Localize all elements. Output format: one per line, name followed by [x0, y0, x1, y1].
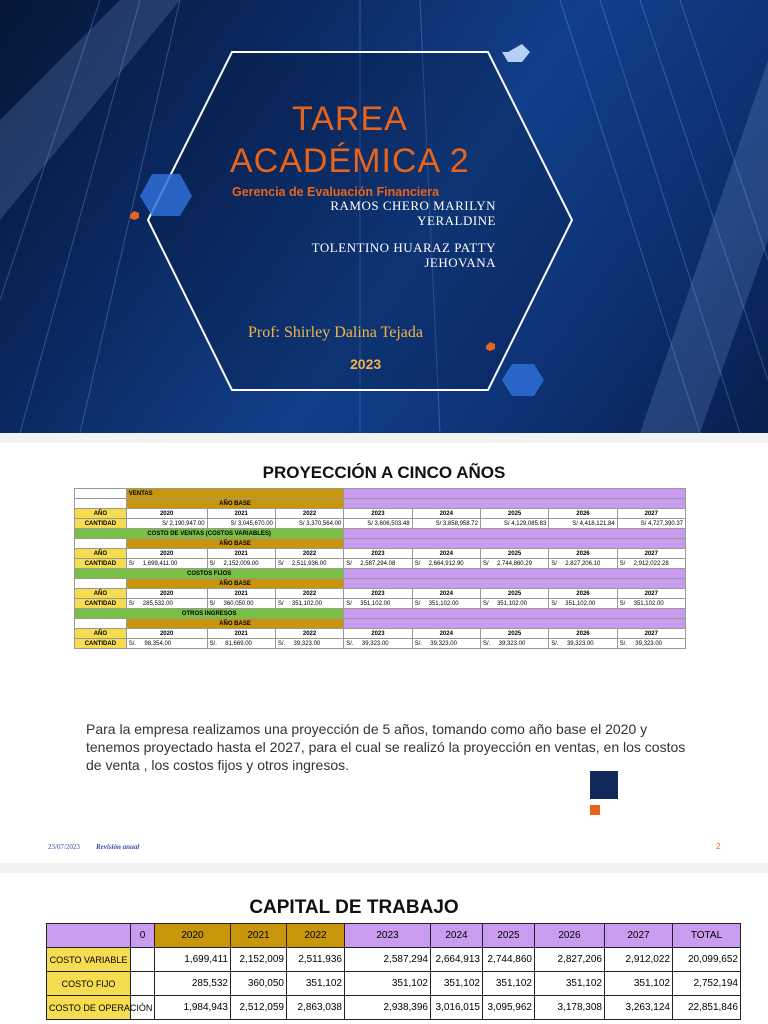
year-header: 2020 — [126, 629, 207, 639]
small-hexagon-decoration — [502, 44, 530, 62]
quantity-value: S/ 351,102.00 — [344, 599, 412, 609]
capital-value: 351,102 — [431, 972, 483, 996]
capital-value: 20,099,652 — [673, 948, 741, 972]
block-label: COSTOS FIJOS — [75, 569, 344, 579]
slide-gap — [0, 433, 768, 443]
year-header: 2023 — [344, 589, 412, 599]
capital-header-cell: 2025 — [483, 924, 535, 948]
year-label: AÑO — [75, 549, 127, 559]
capital-value: 3,263,124 — [605, 996, 673, 1020]
quantity-value: S/ 351,102.00 — [480, 599, 548, 609]
quantity-value: S/ 2,664,912.90 — [412, 559, 480, 569]
base-year-row — [75, 499, 686, 509]
capital-value: 1,699,411 — [155, 948, 231, 972]
quantity-value: S/ 285,532.00 — [126, 599, 207, 609]
page-number: 2 — [716, 842, 721, 851]
year-label: AÑO — [75, 509, 127, 519]
capital-value: 2,664,913 — [431, 948, 483, 972]
capital-value: 2,511,936 — [287, 948, 345, 972]
capital-header-cell: 2027 — [605, 924, 673, 948]
table-cell — [75, 619, 127, 629]
capital-header-cell: 2023 — [345, 924, 431, 948]
capital-value: 3,095,962 — [483, 996, 535, 1020]
capital-value: 2,512,059 — [231, 996, 287, 1020]
table-cell — [344, 579, 686, 589]
year-header: 2027 — [617, 509, 685, 519]
quantity-value: S/ 2,152,009.00 — [207, 559, 275, 569]
block-label-row — [75, 489, 686, 499]
quantity-value: S/ 2,744,860.29 — [480, 559, 548, 569]
year-header: 2023 — [344, 549, 412, 559]
quantity-value: S/ 4,129,085.83 — [480, 519, 548, 529]
quantity-value: S/ 3,858,958.72 — [412, 519, 480, 529]
quantity-value: S/. 39,323.00 — [275, 639, 343, 649]
year-header: 2020 — [126, 589, 207, 599]
quantity-value: S/ 2,190,947.00 — [126, 519, 207, 529]
capital-value: 2,938,396 — [345, 996, 431, 1020]
quantity-value: S/ 351,102.00 — [275, 599, 343, 609]
professor-name: Prof: Shirley Dalina Tejada — [248, 324, 423, 341]
year-header: 2027 — [617, 589, 685, 599]
year-header: 2027 — [617, 549, 685, 559]
base-year-row — [75, 579, 686, 589]
capital-value: 2,827,206 — [535, 948, 605, 972]
description-paragraph: Para la empresa realizamos una proyección de 5 años, tomando como año base el 2020 y tenemos proyectado hasta el 2027, para el cual se realizó la proyección en ventas, en los costos de venta , los costos fijos y otros ingresos. — [86, 721, 686, 773]
year-header: 2022 — [275, 589, 343, 599]
quantity-value: S/ 3,045,670.00 — [207, 519, 275, 529]
quantity-value: S/ 3,606,503.48 — [344, 519, 412, 529]
capital-header-cell: 2020 — [155, 924, 231, 948]
author-2: TOLENTINO HUARAZ PATTY JEHOVANA — [311, 240, 496, 270]
quantity-value: S/. 39,323.00 — [549, 639, 617, 649]
year-header: 2024 — [412, 549, 480, 559]
capital-row — [47, 972, 741, 996]
year-header: 2027 — [617, 629, 685, 639]
table-cell — [344, 539, 686, 549]
quantity-row — [75, 639, 686, 649]
year-header: 2022 — [275, 629, 343, 639]
capital-value: 2,744,860 — [483, 948, 535, 972]
year-header: 2023 — [344, 629, 412, 639]
quantity-value: S/ 2,827,206.10 — [549, 559, 617, 569]
title-slide — [0, 0, 768, 433]
block-label: COSTO DE VENTAS (COSTOS VARIABLES) — [75, 529, 344, 539]
quantity-label: CANTIDAD — [75, 559, 127, 569]
quantity-value: S/. 98,354.00 — [126, 639, 207, 649]
slide-gap — [0, 863, 768, 873]
orange-square-decoration — [590, 805, 600, 815]
quantity-row — [75, 559, 686, 569]
year-header: 2025 — [480, 629, 548, 639]
subtitle: Gerencia de Evaluación Financiera — [232, 185, 440, 199]
capital-value: 351,102 — [345, 972, 431, 996]
capital-value: 285,532 — [155, 972, 231, 996]
capital-row-label: COSTO FIJO — [47, 972, 131, 996]
base-year-label: AÑO BASE — [126, 579, 343, 589]
capital-header-cell — [47, 924, 131, 948]
table-cell — [75, 499, 127, 509]
year-row — [75, 589, 686, 599]
year-header: 2020 — [126, 549, 207, 559]
table-cell — [344, 499, 686, 509]
quantity-value: S/. 39,323.00 — [480, 639, 548, 649]
year-header: 2026 — [549, 549, 617, 559]
capital-row — [47, 996, 741, 1020]
quantity-value: S/ 3,370,564.00 — [275, 519, 343, 529]
year-header: 2020 — [126, 509, 207, 519]
capital-header-cell: 0 — [131, 924, 155, 948]
title-line-1: TAREA — [292, 100, 408, 138]
capital-value — [131, 972, 155, 996]
capital-value: 22,851,846 — [673, 996, 741, 1020]
capital-header-row — [47, 924, 741, 948]
projection-table — [74, 488, 686, 649]
year-header: 2026 — [549, 509, 617, 519]
quantity-row — [75, 519, 686, 529]
block-label: OTROS INGRESOS — [75, 609, 344, 619]
base-year-label: AÑO BASE — [126, 499, 343, 509]
table-cell — [75, 579, 127, 589]
year-header: 2026 — [549, 629, 617, 639]
quantity-value: S/ 351,102.00 — [412, 599, 480, 609]
quantity-label: CANTIDAD — [75, 599, 127, 609]
capital-value: 2,752,194 — [673, 972, 741, 996]
quantity-label: CANTIDAD — [75, 639, 127, 649]
year-header: 2026 — [549, 589, 617, 599]
base-year-row — [75, 619, 686, 629]
block-label: VENTAS — [126, 489, 343, 499]
capital-value: 2,587,294 — [345, 948, 431, 972]
table-cell — [344, 569, 686, 579]
projection-slide — [0, 443, 768, 863]
capital-value: 351,102 — [287, 972, 345, 996]
capital-value: 360,050 — [231, 972, 287, 996]
capital-header-cell: 2024 — [431, 924, 483, 948]
table-cell — [344, 619, 686, 629]
table-cell — [344, 489, 686, 499]
capital-value: 2,863,038 — [287, 996, 345, 1020]
table-cell — [344, 609, 686, 619]
year-header: 2025 — [480, 589, 548, 599]
quantity-value: S/. 81,669.00 — [207, 639, 275, 649]
quantity-value: S/. 39,323.00 — [412, 639, 480, 649]
year-header: 2022 — [275, 509, 343, 519]
quantity-value: S/ 4,727,390.37 — [617, 519, 685, 529]
year-header: 2022 — [275, 549, 343, 559]
base-year-row — [75, 539, 686, 549]
title-line-2: ACADÉMICA 2 — [230, 142, 470, 180]
table-cell — [75, 489, 127, 499]
year-label: AÑO — [75, 589, 127, 599]
small-hexagon-decoration — [502, 364, 544, 396]
year-header: 2025 — [480, 509, 548, 519]
quantity-value: S/ 351,102.00 — [617, 599, 685, 609]
year-row — [75, 549, 686, 559]
year-header: 2021 — [207, 629, 275, 639]
quantity-value: S/ 2,912,022.28 — [617, 559, 685, 569]
capital-row-label: COSTO VARIABLE — [47, 948, 131, 972]
quantity-value: S/. 39,323.00 — [617, 639, 685, 649]
quantity-value: S/. 39,323.00 — [344, 639, 412, 649]
base-year-label: AÑO BASE — [126, 619, 343, 629]
capital-row-label: COSTO DE OPERACIÓN — [47, 996, 131, 1020]
capital-value — [131, 948, 155, 972]
quantity-row — [75, 599, 686, 609]
capital-row — [47, 948, 741, 972]
year-header: 2024 — [412, 589, 480, 599]
base-year-label: AÑO BASE — [126, 539, 343, 549]
quantity-value: S/ 2,587,294.08 — [344, 559, 412, 569]
capital-value: 2,912,022 — [605, 948, 673, 972]
capital-value: 3,016,015 — [431, 996, 483, 1020]
year-header: 2024 — [412, 629, 480, 639]
year-header: 2021 — [207, 549, 275, 559]
capital-value: 351,102 — [483, 972, 535, 996]
year-label: AÑO — [75, 629, 127, 639]
capital-value: 2,152,009 — [231, 948, 287, 972]
year-header: 2023 — [344, 509, 412, 519]
projection-title: PROYECCIÓN A CINCO AÑOS — [262, 463, 506, 482]
quantity-value: S/ 4,418,121.84 — [549, 519, 617, 529]
capital-value: 3,178,308 — [535, 996, 605, 1020]
author-1: RAMOS CHERO MARILYN YERALDINE — [330, 198, 496, 228]
quantity-value: S/ 2,511,936.00 — [275, 559, 343, 569]
footer-text: Revisión anual — [96, 843, 140, 851]
working-capital-slide — [0, 873, 768, 1024]
capital-header-cell: TOTAL — [673, 924, 741, 948]
year-header: 2025 — [480, 549, 548, 559]
capital-header-cell: 2022 — [287, 924, 345, 948]
capital-header-cell: 2026 — [535, 924, 605, 948]
quantity-value: S/ 351,102.00 — [549, 599, 617, 609]
quantity-value: S/ 360,050.00 — [207, 599, 275, 609]
year-row — [75, 509, 686, 519]
block-label-row — [75, 609, 686, 619]
working-capital-title: CAPITAL DE TRABAJO — [249, 897, 459, 918]
year-label: 2023 — [350, 356, 382, 372]
block-label-row — [75, 569, 686, 579]
capital-value: 351,102 — [605, 972, 673, 996]
block-label-row — [75, 529, 686, 539]
working-capital-table — [46, 923, 741, 1020]
capital-header-cell: 2021 — [231, 924, 287, 948]
table-cell — [344, 529, 686, 539]
capital-value: 351,102 — [535, 972, 605, 996]
navy-square-decoration — [590, 771, 618, 799]
year-header: 2021 — [207, 509, 275, 519]
year-header: 2024 — [412, 509, 480, 519]
capital-value: 1,984,943 — [155, 996, 231, 1020]
quantity-label: CANTIDAD — [75, 519, 127, 529]
quantity-value: S/ 1,699,411.00 — [126, 559, 207, 569]
footer-date: 23/07/2023 — [48, 843, 80, 851]
year-row — [75, 629, 686, 639]
year-header: 2021 — [207, 589, 275, 599]
table-cell — [75, 539, 127, 549]
